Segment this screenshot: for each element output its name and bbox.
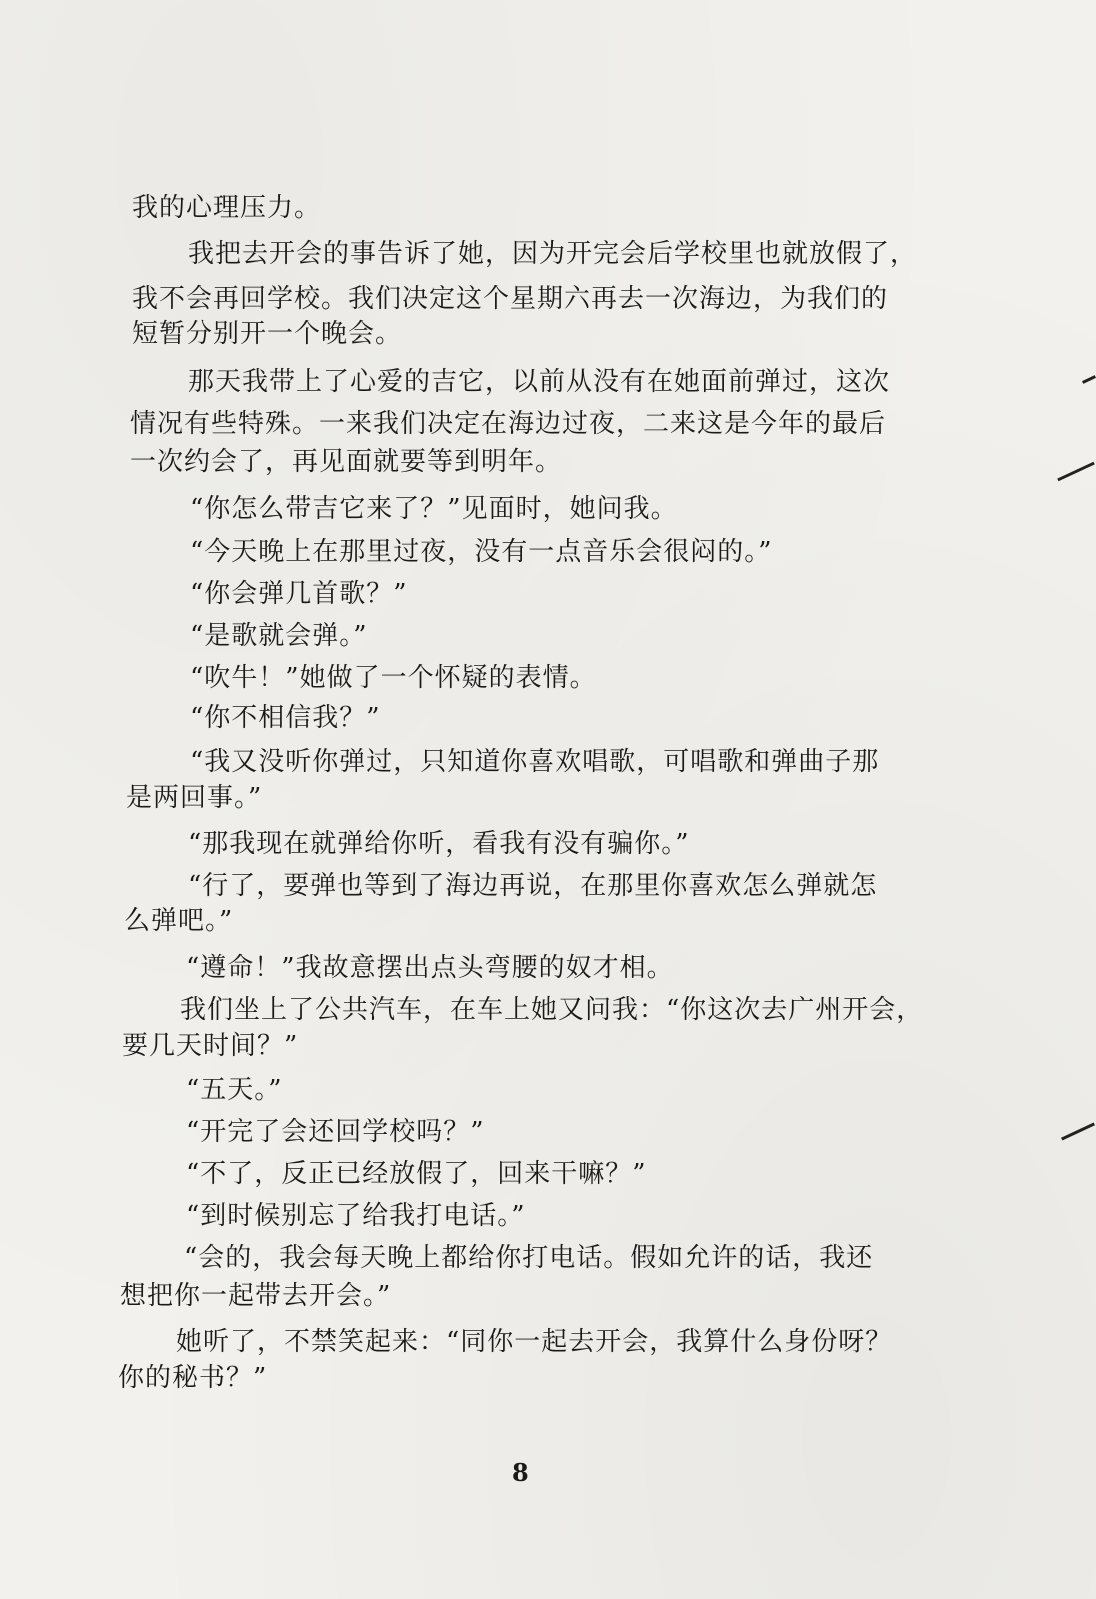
scan-edge-mark bbox=[1057, 462, 1095, 482]
text-line: 情况有些特殊。一来我们决定在海边过夜，二来这是今年的最后 bbox=[130, 409, 887, 439]
text-line: 我把去开会的事告诉了她，因为开完会后学校里也就放假了， bbox=[188, 239, 918, 269]
text-line: 么弹吧。” bbox=[124, 906, 234, 936]
text-line: 她听了，不禁笑起来：“同你一起去开会，我算什么身份呀？ bbox=[176, 1327, 893, 1357]
text-line: “行了，要弹也等到了海边再说，在那里你喜欢怎么弹就怎 bbox=[188, 871, 878, 901]
scan-edge-mark bbox=[1061, 1123, 1095, 1141]
text-line: “不了，反正已经放假了，回来干嘛？” bbox=[186, 1159, 647, 1189]
text-line: 我们坐上了公共汽车，在车上她又问我：“你这次去广州开会， bbox=[180, 995, 924, 1025]
text-line: “今天晚上在那里过夜，没有一点音乐会很闷的。” bbox=[190, 537, 773, 567]
text-line: “你怎么带吉它来了？”见面时，她问我。 bbox=[190, 494, 678, 524]
text-line: 是两回事。” bbox=[126, 783, 263, 813]
text-line: 短暂分别开一个晚会。 bbox=[132, 319, 403, 349]
scan-edge-mark bbox=[1082, 375, 1096, 384]
text-line: “开完了会还回学校吗？” bbox=[186, 1117, 485, 1147]
text-line: “你会弹几首歌？” bbox=[190, 579, 408, 609]
text-line: “五天。” bbox=[186, 1075, 283, 1105]
text-line: 我的心理压力。 bbox=[132, 193, 322, 223]
text-line: “你不相信我？” bbox=[190, 703, 381, 733]
text-line: “我又没听你弹过，只知道你喜欢唱歌，可唱歌和弹曲子那 bbox=[190, 747, 880, 777]
text-line: 我不会再回学校。我们决定这个星期六再去一次海边，为我们的 bbox=[132, 284, 889, 314]
text-line: “到时候别忘了给我打电话。” bbox=[186, 1201, 526, 1231]
text-line: 想把你一起带去开会。” bbox=[120, 1281, 392, 1311]
text-line: 那天我带上了心爱的吉它，以前从没有在她面前弹过，这次 bbox=[188, 367, 891, 397]
text-line: “是歌就会弹。” bbox=[190, 621, 368, 651]
text-line: 你的秘书？” bbox=[118, 1363, 268, 1393]
text-line: “会的，我会每天晚上都给你打电话。假如允许的话，我还 bbox=[184, 1243, 874, 1273]
text-line: 要几天时间？” bbox=[122, 1031, 299, 1061]
page-number: 8 bbox=[512, 1458, 529, 1487]
text-line: “遵命！”我故意摆出点头弯腰的奴才相。 bbox=[186, 953, 674, 983]
text-line: 一次约会了，再见面就要等到明年。 bbox=[130, 447, 563, 477]
text-line: “那我现在就弹给你听，看我有没有骗你。” bbox=[188, 829, 690, 859]
text-line: “吹牛！”她做了一个怀疑的表情。 bbox=[190, 663, 597, 693]
